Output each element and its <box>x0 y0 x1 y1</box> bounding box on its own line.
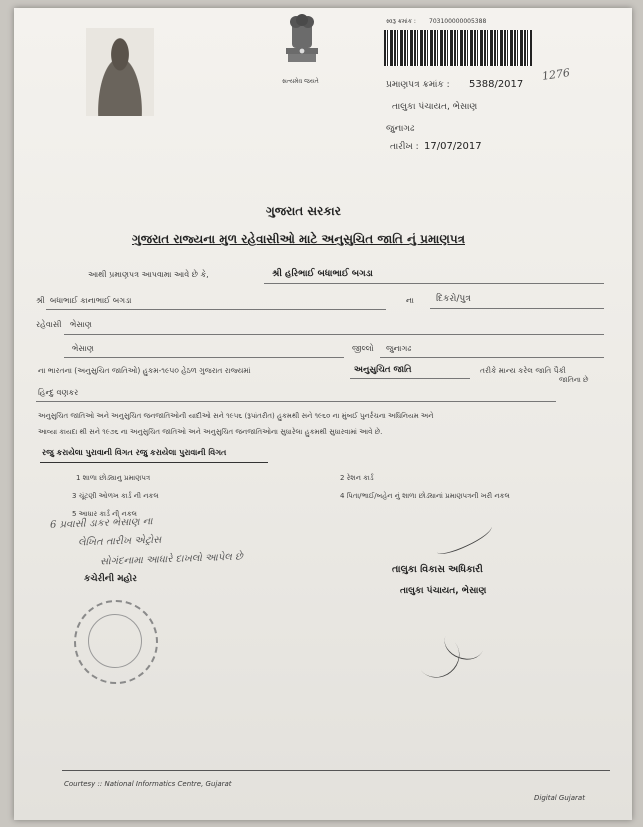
relation-line <box>430 308 604 309</box>
date-value: 17/07/2017 <box>424 141 482 152</box>
district-value: જુનાગઢ <box>386 344 412 353</box>
handwritten-note-line1: 6 પ્રવાસી ડાકર ભેસાણ ના <box>49 516 153 531</box>
para-line1: અનુસુચિત જાતિઓ અને અનુસુચિત જનજાતિઓની યાદીઓ સને ૧૯૫૬ (રૂપાંતરીત) હુકમથી સને ૧૯૬૦ ના મુંબઈ પુનર્રચના અધિનિયમ અને <box>38 412 434 420</box>
taluka-value: ભેસાણ <box>72 344 94 353</box>
holder-photo <box>86 28 154 116</box>
evidence-item: 3 ચૂંટણી ઓળખ કાર્ડ ની નકલ <box>72 492 159 500</box>
shri-label: શ્રી <box>36 296 45 305</box>
evidence-heading-underline <box>40 462 268 463</box>
courtesy-text: Courtesy :: National Informatics Centre, Gujarat <box>64 780 232 788</box>
cert-no-value: 5388/2017 <box>469 79 524 90</box>
barcode <box>384 30 532 66</box>
taluka-line <box>64 357 344 358</box>
government-title: ગુજરાત સરકાર <box>266 204 341 218</box>
evidence-item: 5 આધાર કાર્ડ ની નકલ <box>72 510 137 518</box>
office-line1: તાલુકા પંચાયત, ભેસાણ <box>392 102 478 112</box>
cert-no-label: પ્રમાણપત્ર ક્રમાંક : <box>386 80 450 90</box>
barcode-number: 703100000005388 <box>429 18 487 25</box>
officer-office: તાલુકા પંચાયત, ભેસાણ <box>400 586 487 596</box>
handwritten-note-line2: લેખિત તારીખ એટ્રોસ <box>77 534 162 549</box>
evidence-item: 4 પિતા/ભાઈ/બહેન નું શાળા છોડ્યાનાં પ્રમાણપત્રની ખરી નકલ <box>340 492 510 500</box>
evidence-item: 2 રેશન કાર્ડ <box>340 474 374 482</box>
caste-line <box>36 401 556 402</box>
holder-name: શ્રી હરિભાઈ બધાભાઈ બગડા <box>272 269 373 279</box>
office-seal-inner <box>88 614 142 668</box>
recognized-text: તરીકે માન્ય કરેલ જાતિ પૈકી <box>480 366 566 375</box>
village-value: ભેસાણ <box>70 320 92 329</box>
national-emblem-icon <box>276 12 328 76</box>
relation: દિકરો/પુત્ર <box>436 294 471 304</box>
caste-suffix: જાતિના છે <box>559 376 589 384</box>
footer-strip <box>62 770 610 807</box>
na-label: ના <box>406 296 414 305</box>
date-label: તારીખ : <box>390 142 419 152</box>
emblem-caption: સત્યમેવ જયતે <box>282 78 319 85</box>
barcode-label: સ્વરૂ ક્રમાંક : <box>386 18 416 25</box>
district-label: જીલ્લો <box>352 344 374 353</box>
handwritten-note-line3: સોગંદનામા આધારે દાખલો આપેલ છે <box>99 551 243 568</box>
caste-value: હિન્દુ વણકર <box>38 388 79 397</box>
intro-text: આથી પ્રમાણપત્ર આપવામા આવે છે કે, <box>88 270 209 279</box>
officer-title: તાલુકા વિકાસ અધિકારી <box>392 564 483 575</box>
evidence-item: 1 શાળા છોડ્યાનુ પ્રમાણપત્ર <box>76 474 151 482</box>
father-name: બધાભાઈ કાનાભાઈ બગડા <box>50 296 132 305</box>
brand-text: Digital Gujarat <box>534 794 585 802</box>
caste-category: અનુસુચિત જાતિ <box>354 365 412 375</box>
caste-category-line <box>350 378 470 379</box>
signature-scribble <box>434 520 495 559</box>
certificate-title: ગુજરાત રાજ્યના મુળ રહેવાસીઓ માટે અનુસુચિત જાતિ નું પ્રમાણપત્ર <box>132 232 465 246</box>
para-line2: આવ્યા કાયદા થી સને ૧૯૭૬ ના અનુસુચિત જાતિઓ અને અનુસુચિત જનજાતિઓના સુધારેલા હુકમથી સુધારવામાં આવે છે. <box>38 428 383 436</box>
order-text: ના ભારતના (અનુસુચિત જાતિઓ) હુકમ-૧૯૫૦ હેઠળ ગુજરાત રાજ્યમાં <box>38 366 251 375</box>
father-name-line <box>46 309 386 310</box>
office-stamp-label: કચેરીની મહોર <box>84 574 137 584</box>
certificate-page <box>14 8 632 820</box>
evidence-heading: રજુ કરાયેલા પુરાવાની વિગત રજુ કરાયેલા પુરાવાની વિગત <box>42 448 227 457</box>
holder-name-line <box>264 283 604 284</box>
cert-no-handwritten: 1276 <box>541 66 571 83</box>
office-line2: જુનાગઢ <box>386 124 415 134</box>
village-label: રહેવાસી <box>36 320 62 329</box>
district-line <box>380 357 604 358</box>
village-line <box>64 334 604 335</box>
